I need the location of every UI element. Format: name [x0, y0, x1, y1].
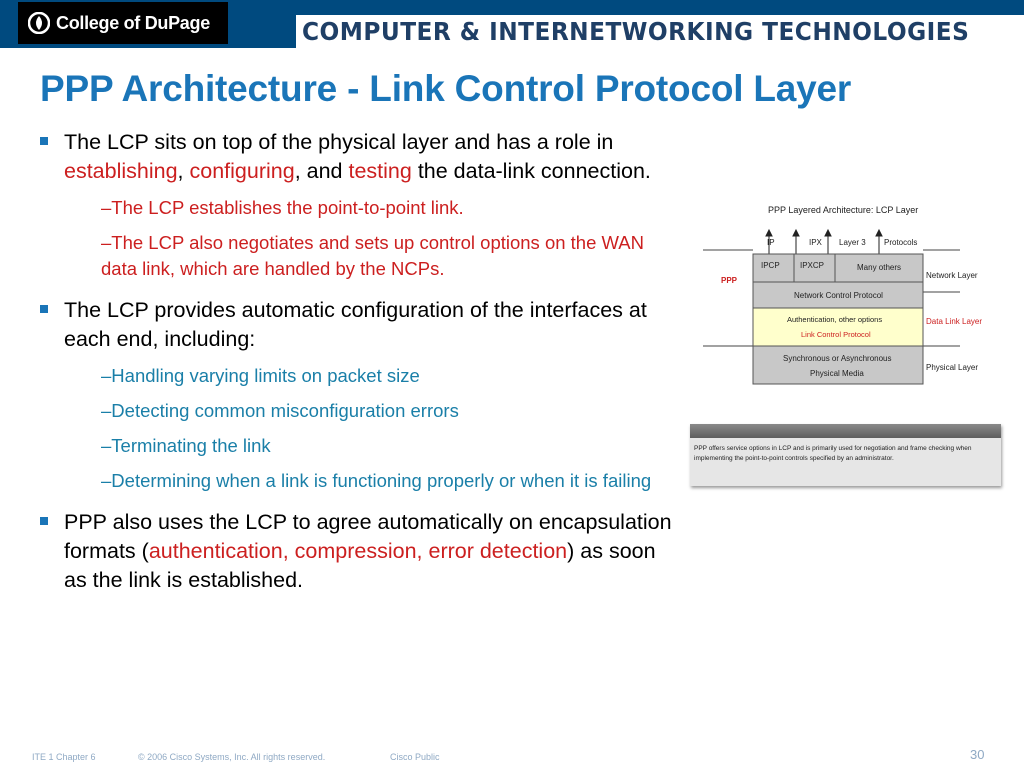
bullet-text-segment: The LCP provides automatic configuration of the interfaces at each end, including: — [64, 298, 647, 351]
lcp-label: Link Control Protocol — [801, 330, 871, 339]
bullet-item — [40, 508, 680, 595]
bullet-item — [40, 296, 680, 354]
bullet-text-segment: ) as soon as the link is established. — [64, 539, 656, 592]
slide-title: PPP Architecture - Link Control Protocol Layer — [40, 68, 852, 109]
top-label-ip: IP — [767, 238, 775, 247]
bullet-text-segment: The LCP sits on top of the physical layer and has a role in — [64, 130, 614, 154]
banner-text: COMPUTER & INTERNETWORKING TECHNOLOGIES — [302, 17, 970, 46]
physical-block — [753, 346, 923, 384]
bullet-text-segment: , — [177, 159, 190, 183]
ncp-cell-many-others: Many others — [857, 263, 902, 272]
bullet-marker-icon — [40, 305, 48, 313]
page-number: 30 — [970, 747, 985, 762]
lcp-block — [753, 308, 923, 346]
diagram-caption: PPP offers service options in LCP and is primarily used for negotiation and frame checking when implementing the point-to-point controls specified by an administrator. — [694, 445, 972, 462]
sub-bullet-item: –The LCP establishes the point-to-point link. — [101, 197, 464, 218]
ppp-label: PPP — [721, 276, 738, 285]
sub-bullet-item: –Handling varying limits on packet size — [101, 365, 420, 386]
sub-bullet-item: –Determining when a link is functioning properly or when it is failing — [101, 470, 652, 491]
lcp-options-text: Authentication, other options — [787, 315, 883, 324]
bullet-marker-icon — [40, 137, 48, 145]
college-logo[interactable] — [18, 2, 228, 44]
top-label-layer3: Layer 3 — [839, 238, 866, 247]
college-logo-icon — [28, 12, 50, 34]
ppp-architecture-diagram — [698, 198, 990, 394]
layer-network-label: Network Layer — [926, 271, 978, 280]
bullet-text-segment: authentication, compression, error detection — [148, 539, 568, 563]
top-label-ipx: IPX — [809, 238, 822, 247]
layer-physical-label: Physical Layer — [926, 363, 979, 372]
department-banner — [296, 15, 1024, 48]
diagram-title: PPP Layered Architecture: LCP Layer — [768, 205, 919, 215]
layer-datalink-label: Data Link Layer — [926, 317, 983, 326]
sub-bullet-item: –Terminating the link — [101, 435, 271, 456]
ncp-cell-ipxcp: IPXCP — [800, 261, 825, 270]
physical-line2: Physical Media — [810, 369, 864, 378]
header-bar — [0, 0, 1024, 48]
footer-copyright: © 2006 Cisco Systems, Inc. All rights reserved. — [138, 752, 326, 762]
logo-text: College of DuPage — [56, 12, 210, 33]
sub-bullet-item: –The LCP also negotiates and sets up control options on the WAN data link, which are handled by the NCPs. — [101, 232, 644, 279]
bullet-text-segment: the data-link connection. — [411, 159, 651, 183]
footer-chapter: ITE 1 Chapter 6 — [32, 752, 96, 762]
ncp-label: Network Control Protocol — [794, 291, 883, 300]
bullet-marker-icon — [40, 517, 48, 525]
sub-bullet-item: –Detecting common misconfiguration errors — [101, 400, 459, 421]
diagram-caption-box — [690, 424, 1001, 486]
caption-title-bar — [690, 424, 1001, 438]
physical-line1: Synchronous or Asynchronous — [783, 354, 892, 363]
bullet-text-segment: establishing — [64, 159, 178, 183]
ncp-cell-ipcp: IPCP — [761, 261, 780, 270]
footer-classification: Cisco Public — [390, 752, 440, 762]
bullet-text-segment: PPP also uses the LCP to agree automatically on encapsulation formats ( — [64, 510, 672, 563]
bullet-text-segment: testing — [348, 159, 412, 183]
top-label-protocols: Protocols — [884, 238, 918, 247]
bullet-item — [40, 128, 680, 186]
bullet-text-segment: configuring — [189, 159, 295, 183]
bullet-content — [40, 128, 680, 595]
bullet-text-segment: , and — [294, 159, 349, 183]
